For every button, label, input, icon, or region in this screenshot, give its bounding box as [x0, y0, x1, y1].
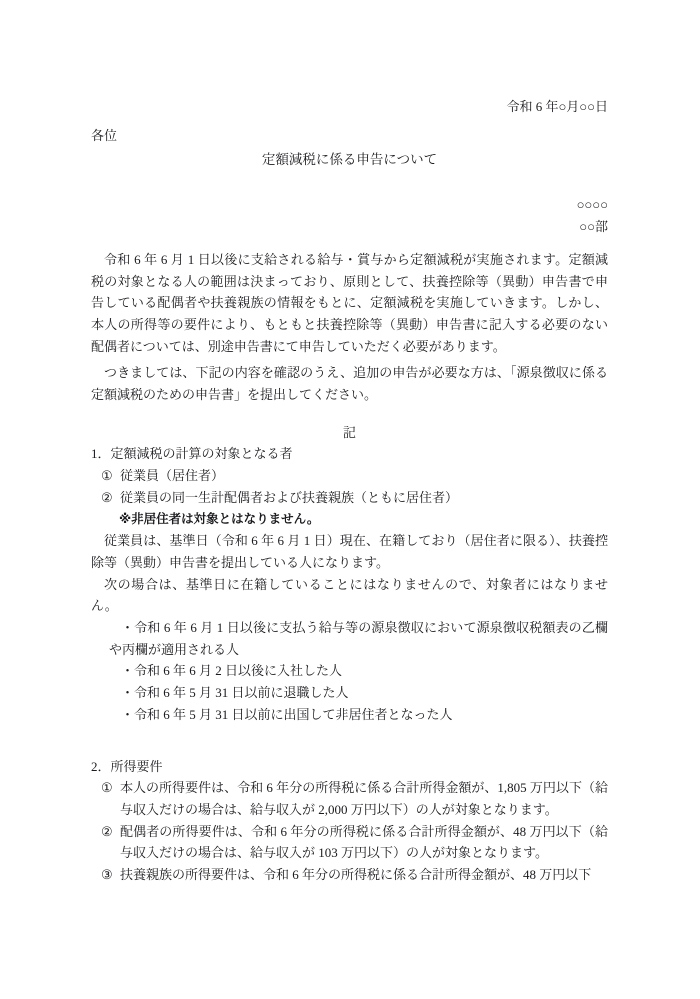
item-text: 扶養親族の所得要件は、令和 6 年分の所得税に係る合計所得金額が、48 万円以下 — [120, 867, 592, 883]
nonresident-note: ※非居住者は対象とはなりません。 — [119, 511, 320, 526]
section-1-paragraph-2: 次の場合は、基準日に在籍していることにはなりませんので、対象者にはなりません。 — [91, 576, 608, 614]
list-item — [91, 777, 608, 820]
item-marker: ② — [101, 489, 113, 505]
item-marker: ② — [101, 823, 113, 839]
list-item — [91, 465, 608, 487]
body-paragraph-2: つきましては、下記の内容を確認のうえ、追加の申告が必要な方は、「源泉徴収に係る定額減税のための申告書」を提出してください。 — [91, 365, 608, 403]
section-1-paragraph-1: 従業員は、基準日（令和 6 年 6 月 1 日）現在、在籍しており（居住者に限る）、扶養控除等（異動）申告書を提出している人になります。 — [91, 533, 608, 570]
section-2-heading: 2．所得要件 — [91, 758, 163, 774]
item-text: 従業員の同一生計配偶者および扶養親族（ともに居住者） — [120, 489, 459, 505]
addressee: 各位 — [91, 127, 118, 143]
sender-department: ○○部 — [579, 219, 608, 235]
item-marker: ① — [101, 468, 113, 484]
list-item — [91, 487, 608, 509]
date-line: 令和 6 年○月○○日 — [506, 99, 608, 114]
item-marker: ① — [101, 780, 113, 796]
record-marker: 記 — [342, 424, 356, 440]
section-2 — [91, 756, 608, 886]
section-1 — [91, 443, 608, 725]
list-item — [91, 821, 608, 864]
body-paragraph-1: 令和 6 年 6 月 1 日以後に支給される給与・賞与から定額減税が実施されます。定額減税の対象となる人の範囲は決まっており、原則として、扶養控除等（異動）申告書で申告している配偶者や扶養親族の情報をもとに、定額減税を実施していきます。しかし、本人の所得等の要件により、もともと扶養控除等（異動）申告書に記入する必要のない配偶者については、別途申告書にて申告していただく必要があります。 — [91, 251, 608, 354]
item-marker: ③ — [101, 867, 113, 883]
bullet-item: ・令和 6 年 6 月 1 日以後に支払う給与等の源泉徴収において源泉徴収税額表の乙欄や丙欄が適用される人 — [109, 620, 608, 657]
list-item — [91, 864, 608, 886]
bullet-item: ・令和 6 年 5 月 31 日以前に出国して非居住者となった人 — [121, 706, 453, 722]
section-1-heading: 1．定額減税の計算の対象となる者 — [91, 446, 293, 462]
bullet-item: ・令和 6 年 5 月 31 日以前に退職した人 — [121, 685, 349, 701]
signature-block — [91, 194, 608, 237]
sender-name: ○○○○ — [576, 197, 608, 213]
item-text: 従業員（居住者） — [120, 468, 225, 484]
item-text: 配偶者の所得要件は、令和 6 年分の所得税に係る合計所得金額が、48 万円以下（給与収入だけの場合は、給与収入が 103 万円以下）の人が対象となります。 — [120, 823, 608, 861]
item-text: 本人の所得要件は、令和 6 年分の所得税に係る合計所得金額が、1,805 万円以下（給与収入だけの場合は、給与収入が 2,000 万円以下）の人が対象となります。 — [120, 780, 608, 817]
bullet-item: ・令和 6 年 6 月 2 日以後に入社した人 — [121, 663, 343, 679]
page-title: 定額減税に係る申告について — [261, 152, 438, 168]
